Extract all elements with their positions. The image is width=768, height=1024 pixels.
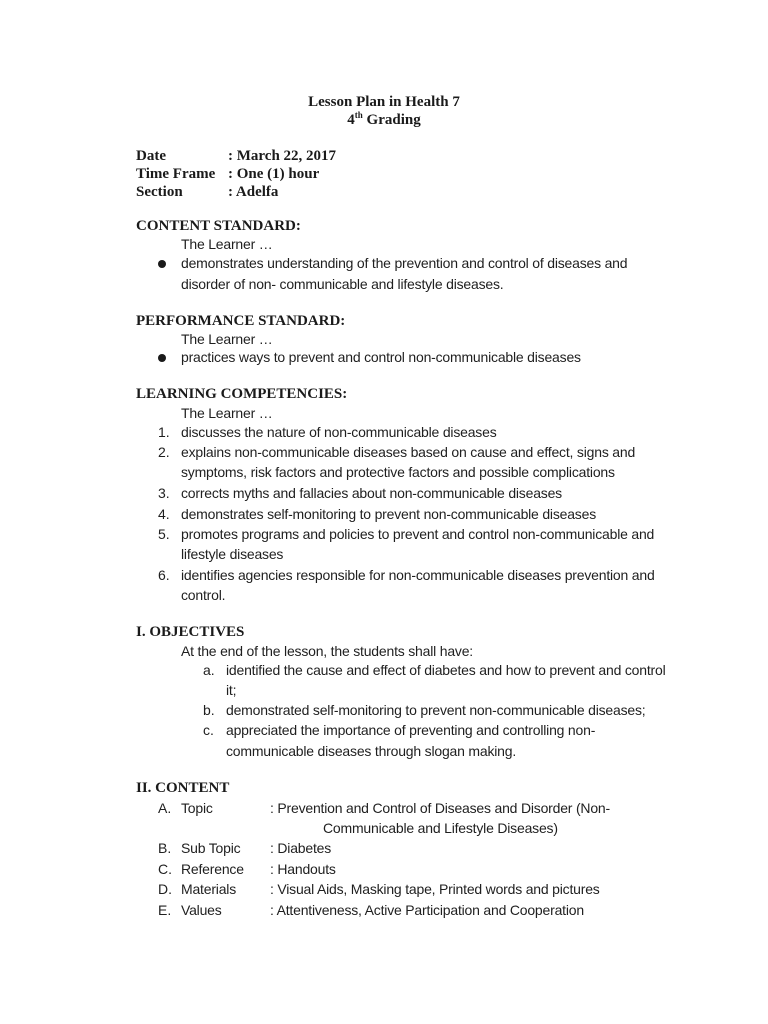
list-number: 2. xyxy=(158,444,170,460)
list-letter: A. xyxy=(158,800,172,816)
list-number: 1. xyxy=(158,424,170,440)
objectives-intro: At the end of the lesson, the students shall have: xyxy=(181,643,473,659)
grading-number: 4 xyxy=(347,112,355,128)
grading-word: Grading xyxy=(362,112,421,128)
competency-item-line2: lifestyle diseases xyxy=(181,546,284,562)
objective-item-line1: demonstrated self-monitoring to prevent non-communicable diseases; xyxy=(226,702,646,718)
competency-item-line1: identifies agencies responsible for non-communicable diseases prevention and xyxy=(181,567,655,583)
learning-competencies-heading: LEARNING COMPETENCIES: xyxy=(136,386,348,402)
content-item-value: : Visual Aids, Masking tape, Printed words and pictures xyxy=(270,881,600,897)
performance-standard-heading: PERFORMANCE STANDARD: xyxy=(136,313,346,329)
list-letter: C. xyxy=(158,861,172,877)
objective-item-line2: communicable diseases through slogan making. xyxy=(226,743,517,759)
content-item-value: : Prevention and Control of Diseases and Disorder (Non- xyxy=(270,800,610,816)
content-standard-bullet-line2: disorder of non- communicable and lifestyle diseases. xyxy=(181,276,504,292)
competency-item-line1: corrects myths and fallacies about non-communicable diseases xyxy=(181,485,562,501)
grading-suffix: th xyxy=(354,110,363,120)
content-item-value: : Diabetes xyxy=(270,840,332,856)
list-letter: E. xyxy=(158,902,172,918)
document-title: Lesson Plan in Health 7 xyxy=(308,94,460,110)
list-letter: b. xyxy=(203,702,215,718)
grading-title xyxy=(0,112,768,129)
list-number: 4. xyxy=(158,506,170,522)
competency-item-line2: symptoms, risk factors and protective factors and possible complications xyxy=(181,464,615,480)
info-label: Time Frame xyxy=(136,166,216,182)
competency-item-line1: discusses the nature of non-communicable diseases xyxy=(181,424,497,440)
list-number: 5. xyxy=(158,526,170,542)
bullet-icon xyxy=(158,260,166,268)
content-standard-intro: The Learner … xyxy=(181,236,273,252)
bullet-icon xyxy=(158,354,166,362)
list-letter: B. xyxy=(158,840,172,856)
competency-item-line1: promotes programs and policies to prevent and control non-communicable and xyxy=(181,526,655,542)
content-item-label: Values xyxy=(181,902,222,918)
content-standard-bullet-line1: demonstrates understanding of the prevention and control of diseases and xyxy=(181,255,628,271)
content-item-label: Topic xyxy=(181,800,213,816)
competency-item-line1: demonstrates self-monitoring to prevent non-communicable diseases xyxy=(181,506,596,522)
competency-item-line1: explains non-communicable diseases based on cause and effect, signs and xyxy=(181,444,636,460)
content-item-value: : Handouts xyxy=(270,861,336,877)
content-item-label: Reference xyxy=(181,861,244,877)
performance-standard-intro: The Learner … xyxy=(181,331,273,347)
info-label: Date xyxy=(136,148,166,164)
content-item-label: Materials xyxy=(181,881,236,897)
learning-competencies-intro: The Learner … xyxy=(181,405,273,421)
info-value: : One (1) hour xyxy=(228,166,320,182)
list-number: 6. xyxy=(158,567,170,583)
info-value: : Adelfa xyxy=(228,184,279,200)
content-standard-heading: CONTENT STANDARD: xyxy=(136,218,301,234)
info-label: Section xyxy=(136,184,183,200)
performance-standard-bullet-line1: practices ways to prevent and control non-communicable diseases xyxy=(181,349,581,365)
list-letter: c. xyxy=(203,722,214,738)
content-item-value: : Attentiveness, Active Participation and Cooperation xyxy=(270,902,584,918)
objective-item-line1: identified the cause and effect of diabetes and how to prevent and control xyxy=(226,662,666,678)
content-heading: II. CONTENT xyxy=(136,780,230,796)
content-item-label: Sub Topic xyxy=(181,840,241,856)
list-letter: D. xyxy=(158,881,172,897)
competency-item-line2: control. xyxy=(181,587,226,603)
list-letter: a. xyxy=(203,662,215,678)
content-item-value-continued: Communicable and Lifestyle Diseases) xyxy=(323,820,558,836)
objectives-heading: I. OBJECTIVES xyxy=(136,624,245,640)
info-value: : March 22, 2017 xyxy=(228,148,337,164)
list-number: 3. xyxy=(158,485,170,501)
objective-item-line1: appreciated the importance of preventing and controlling non- xyxy=(226,722,596,738)
objective-item-line2: it; xyxy=(226,682,237,698)
